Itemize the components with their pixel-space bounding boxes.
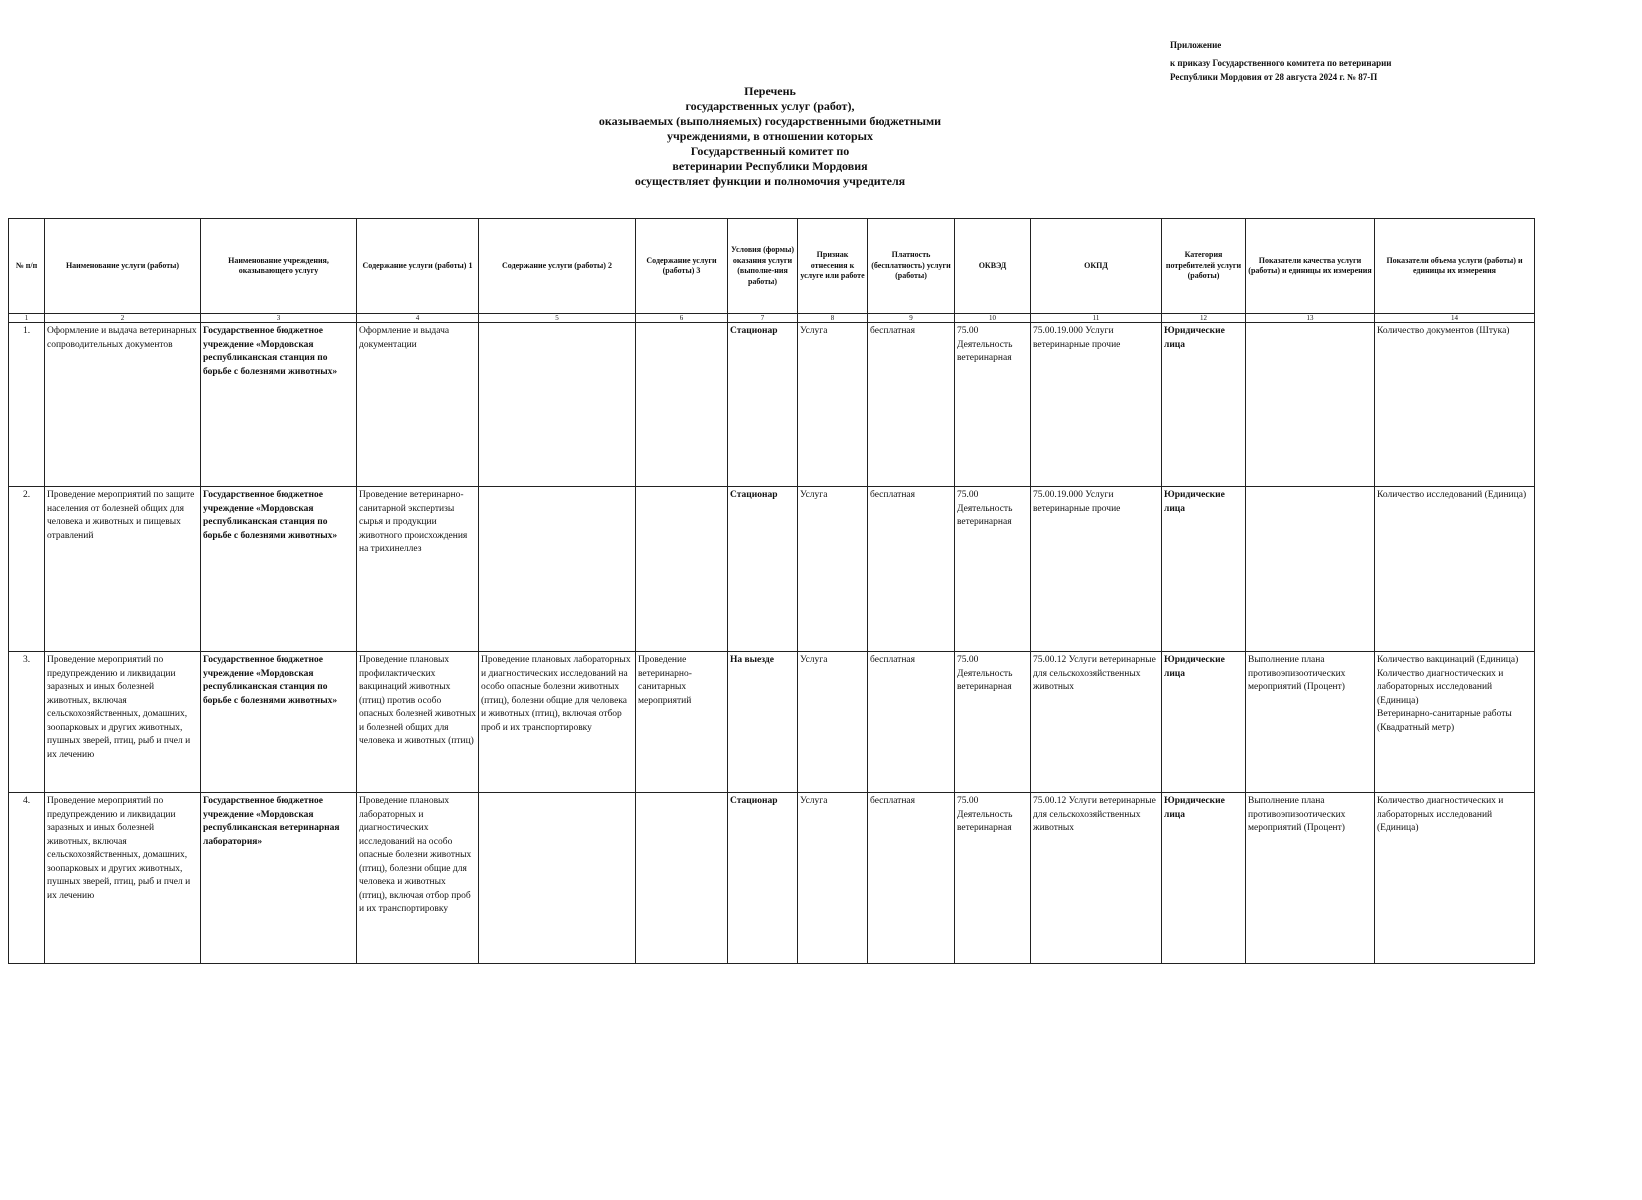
table-row <box>9 652 1535 793</box>
header-cell: ОКВЭД <box>955 219 1031 314</box>
table-header-row <box>9 219 1535 314</box>
column-number: 6 <box>636 314 728 323</box>
table-row <box>9 793 1535 964</box>
quality-indicators: Выполнение плана противоэпизоотических мероприятий (Процент) <box>1246 793 1375 964</box>
quality-indicators <box>1246 323 1375 487</box>
okpd-code: 75.00.19.000 Услуги ветеринарные прочие <box>1031 323 1162 487</box>
column-number: 9 <box>868 314 955 323</box>
column-number: 7 <box>728 314 798 323</box>
row-number: 4. <box>9 793 45 964</box>
service-sign: Услуга <box>798 793 868 964</box>
title-line-6: ветеринарии Республики Мордовия <box>672 159 868 173</box>
service-form: На выезде <box>728 652 798 793</box>
institution-name: Государственное бюджетное учреждение «Мордовская республиканская станция по борьбе с болезнями животных» <box>201 323 357 487</box>
service-content-1: Проведение плановых лабораторных и диагностических исследований на особо опасные болезни животных (птиц), болезни общие для человека и животных (птиц), включая отбор проб и их транспортировку <box>357 793 479 964</box>
consumer-category: Юридические лица <box>1162 487 1246 652</box>
header-cell: Платность (бесплатность) услуги (работы) <box>868 219 955 314</box>
column-number: 4 <box>357 314 479 323</box>
service-form: Стационар <box>728 487 798 652</box>
okpd-code: 75.00.12 Услуги ветеринарные для сельскохозяйственных животных <box>1031 793 1162 964</box>
institution-name: Государственное бюджетное учреждение «Мордовская республиканская станция по борьбе с болезнями животных» <box>201 487 357 652</box>
okved-code: 75.00 Деятельность ветеринарная <box>955 323 1031 487</box>
service-payment: бесплатная <box>868 652 955 793</box>
header-cell: Наименование учреждения, оказывающего услугу <box>201 219 357 314</box>
column-number: 5 <box>479 314 636 323</box>
okved-code: 75.00 Деятельность ветеринарная <box>955 652 1031 793</box>
service-form: Стационар <box>728 323 798 487</box>
appendix-line-1: Приложение <box>1170 40 1222 50</box>
column-number: 2 <box>45 314 201 323</box>
consumer-category: Юридические лица <box>1162 793 1246 964</box>
services-table <box>8 218 1535 964</box>
header-cell: № п/п <box>9 219 45 314</box>
service-sign: Услуга <box>798 487 868 652</box>
column-number: 12 <box>1162 314 1246 323</box>
header-cell: Категория потребителей услуги (работы) <box>1162 219 1246 314</box>
okpd-code: 75.00.12 Услуги ветеринарные для сельскохозяйственных животных <box>1031 652 1162 793</box>
service-payment: бесплатная <box>868 793 955 964</box>
appendix-note <box>1170 38 1610 84</box>
volume-indicators <box>1375 487 1535 652</box>
volume-indicators <box>1375 652 1535 793</box>
header-cell: Признак отнесения к услуге или работе <box>798 219 868 314</box>
service-payment: бесплатная <box>868 487 955 652</box>
header-cell: Содержание услуги (работы) 2 <box>479 219 636 314</box>
service-content-3: Проведение ветеринарно-санитарных мероприятий <box>636 652 728 793</box>
volume-indicators <box>1375 793 1535 964</box>
row-number: 1. <box>9 323 45 487</box>
service-content-1: Проведение плановых профилактических вакцинаций животных (птиц) против особо опасных болезней животных и болезней общих для человека и животных (птиц) <box>357 652 479 793</box>
service-content-2 <box>479 323 636 487</box>
header-cell: Содержание услуги (работы) 1 <box>357 219 479 314</box>
service-content-3 <box>636 323 728 487</box>
column-number: 13 <box>1246 314 1375 323</box>
volume-item: Количество исследований (Единица) <box>1377 490 1527 500</box>
header-cell: Показатели качества услуги (работы) и единицы их измерения <box>1246 219 1375 314</box>
institution-name: Государственное бюджетное учреждение «Мордовская республиканская ветеринарная лаборатория» <box>201 793 357 964</box>
volume-item: Количество вакцинаций (Единица) <box>1377 655 1519 665</box>
appendix-line-2: к приказу Государственного комитета по ветеринарии <box>1170 58 1392 68</box>
service-name: Проведение мероприятий по защите населения от болезней общих для человека и животных и пищевых отравлений <box>45 487 201 652</box>
consumer-category: Юридические лица <box>1162 652 1246 793</box>
title-line-5: Государственный комитет по <box>690 144 850 158</box>
header-cell: Условия (формы) оказания услуги (выполне-ния работы) <box>728 219 798 314</box>
document-title <box>560 84 980 189</box>
service-name: Проведение мероприятий по предупреждению и ликвидации заразных и иных болезней животных, включая сельскохозяйственных, домашних, зоопарковых и других животных, пушных зверей, птиц, рыб и пчел и их лечению <box>45 652 201 793</box>
column-number: 14 <box>1375 314 1535 323</box>
table-row <box>9 487 1535 652</box>
quality-indicators: Выполнение плана противоэпизоотических мероприятий (Процент) <box>1246 652 1375 793</box>
title-line-3: оказываемых (выполняемых) государственными бюджетными <box>598 114 942 128</box>
service-content-2: Проведение плановых лабораторных и диагностических исследований на особо опасные болезни животных (птиц), болезни общие для человека и животных (птиц), включая отбор проб и их транспортировку <box>479 652 636 793</box>
row-number: 3. <box>9 652 45 793</box>
service-content-3 <box>636 487 728 652</box>
header-cell: ОКПД <box>1031 219 1162 314</box>
volume-item: Количество диагностических и лабораторных исследований (Единица) <box>1377 668 1504 706</box>
service-content-1: Проведение ветеринарно-санитарной экспертизы сырья и продукции животного происхождения на трихинеллез <box>357 487 479 652</box>
quality-indicators <box>1246 487 1375 652</box>
column-number: 1 <box>9 314 45 323</box>
service-name: Оформление и выдача ветеринарных сопроводительных документов <box>45 323 201 487</box>
title-line-4: учреждениями, в отношении которых <box>667 129 873 143</box>
volume-item: Количество документов (Штука) <box>1377 326 1510 336</box>
column-number-row <box>9 314 1535 323</box>
row-number: 2. <box>9 487 45 652</box>
column-number: 10 <box>955 314 1031 323</box>
appendix-line-3: Республики Мордовия от 28 августа 2024 г. № 87-П <box>1170 72 1378 82</box>
column-number: 8 <box>798 314 868 323</box>
okved-code: 75.00 Деятельность ветеринарная <box>955 793 1031 964</box>
service-sign: Услуга <box>798 652 868 793</box>
service-name: Проведение мероприятий по предупреждению и ликвидации заразных и иных болезней животных, включая сельскохозяйственных, домашних, зоопарковых и других животных, пушных зверей, птиц, рыб и пчел и их лечению <box>45 793 201 964</box>
title-line-7: осуществляет функции и полномочия учредителя <box>634 174 906 188</box>
okpd-code: 75.00.19.000 Услуги ветеринарные прочие <box>1031 487 1162 652</box>
institution-name: Государственное бюджетное учреждение «Мордовская республиканская станция по борьбе с болезнями животных» <box>201 652 357 793</box>
service-content-2 <box>479 793 636 964</box>
header-cell: Показатели объема услуги (работы) и единицы их измерения <box>1375 219 1535 314</box>
title-line-2: государственных услуг (работ), <box>685 99 855 113</box>
table-row <box>9 323 1535 487</box>
service-form: Стационар <box>728 793 798 964</box>
service-payment: бесплатная <box>868 323 955 487</box>
header-cell: Наименование услуги (работы) <box>45 219 201 314</box>
volume-item: Ветеринарно-санитарные работы (Квадратный метр) <box>1377 709 1512 733</box>
service-content-1: Оформление и выдача документации <box>357 323 479 487</box>
column-number: 3 <box>201 314 357 323</box>
volume-indicators <box>1375 323 1535 487</box>
service-sign: Услуга <box>798 323 868 487</box>
header-cell: Содержание услуги (работы) 3 <box>636 219 728 314</box>
service-content-2 <box>479 487 636 652</box>
okved-code: 75.00 Деятельность ветеринарная <box>955 487 1031 652</box>
service-content-3 <box>636 793 728 964</box>
column-number: 11 <box>1031 314 1162 323</box>
volume-item: Количество диагностических и лабораторных исследований (Единица) <box>1377 796 1504 833</box>
title-line-1: Перечень <box>744 84 796 98</box>
consumer-category: Юридические лица <box>1162 323 1246 487</box>
